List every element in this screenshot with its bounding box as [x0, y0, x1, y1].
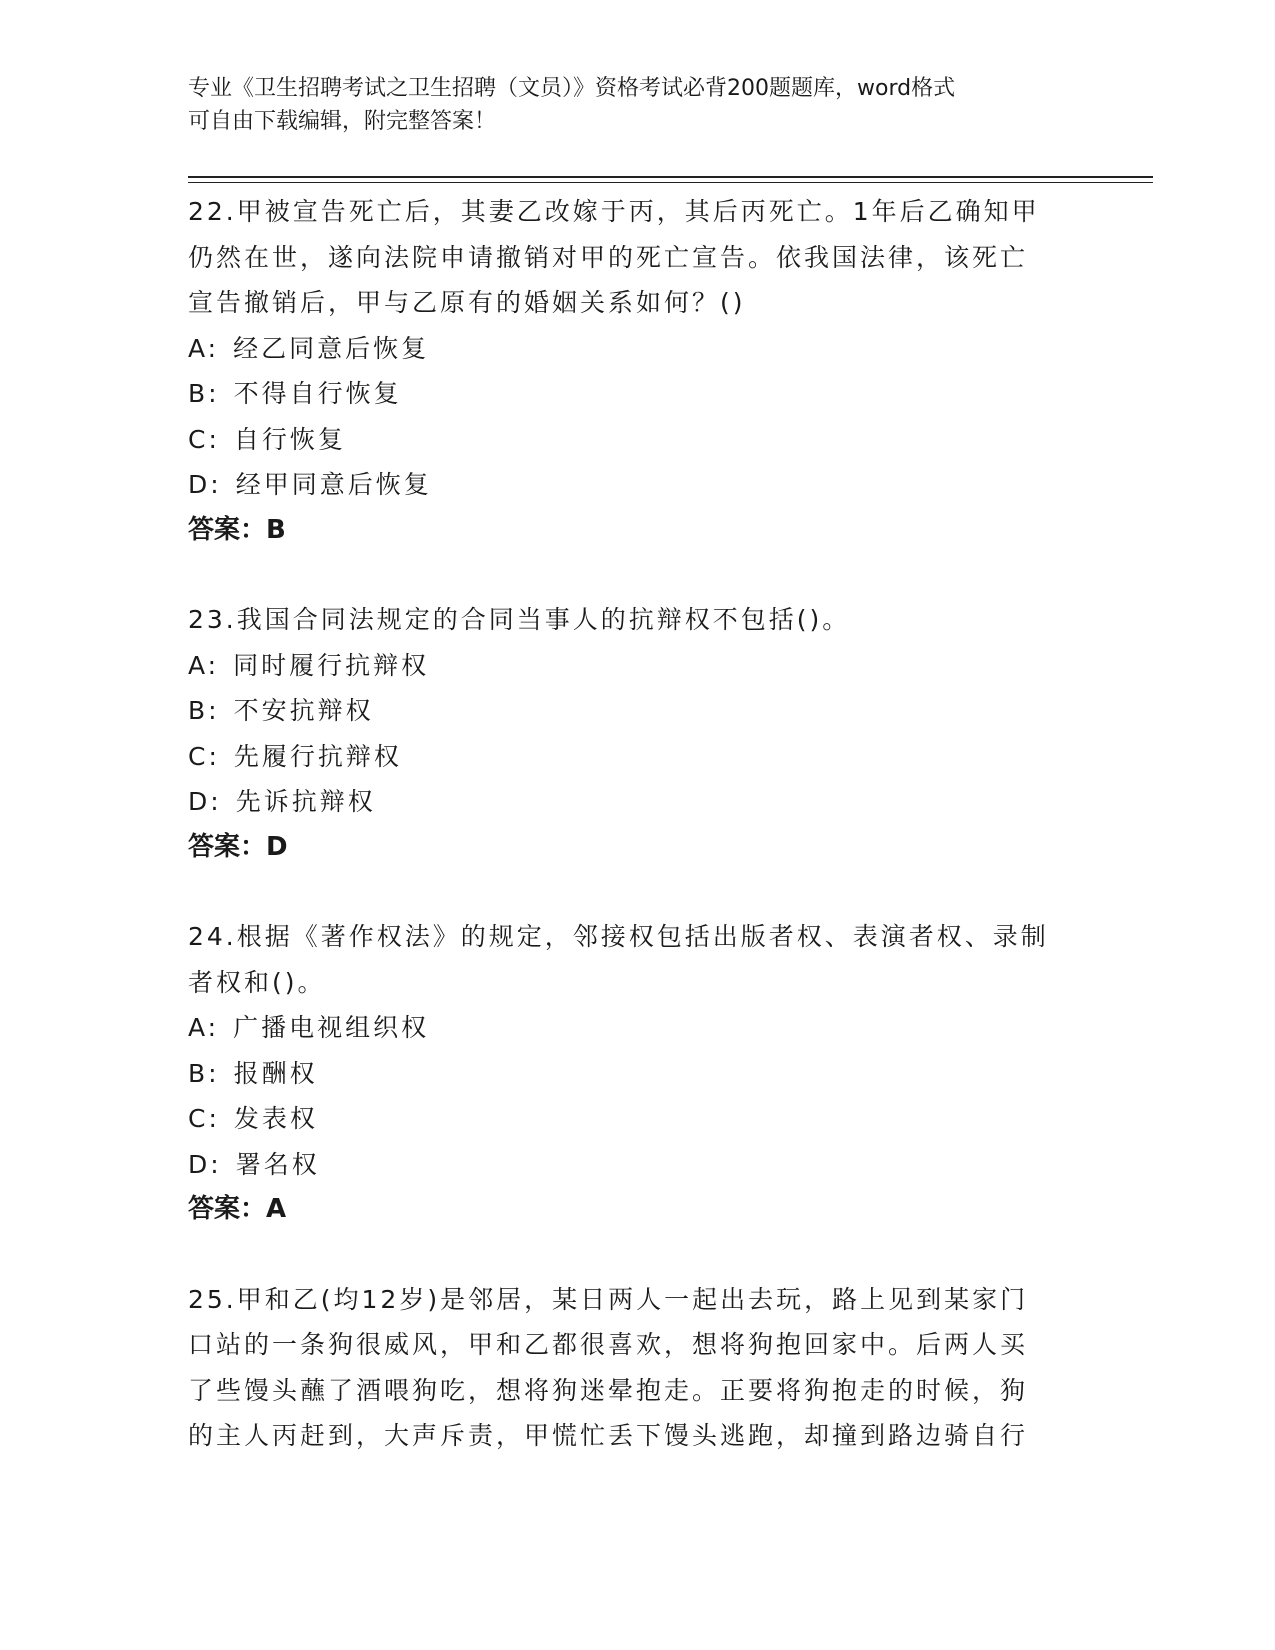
option-text: 经甲同意后恢复 [235, 470, 432, 499]
question-block [188, 189, 1088, 553]
question-text-line: 仍然在世，遂向法院申请撤销对甲的死亡宣告。依我国法律，该死亡 [188, 242, 1029, 272]
question-text-line: 24.根据《著作权法》的规定，邻接权包括出版者权、表演者权、录制 [188, 922, 1049, 951]
option-item [188, 371, 1088, 417]
header-line: 可自由下载编辑，附完整答案！ [188, 109, 497, 134]
answer-line: 答案：D [188, 831, 288, 862]
option-item [188, 326, 1088, 372]
option-label: B: [188, 379, 220, 408]
question-block [188, 914, 1088, 1233]
question-text-line: 者权和()。 [188, 967, 326, 997]
question-text-line: 了些馒头蘸了酒喂狗吃，想将狗迷晕抱走。正要将狗抱走的时候，狗 [188, 1375, 1029, 1405]
option-text: 不安抗辩权 [233, 696, 374, 725]
option-label: C: [188, 424, 220, 454]
option-text: 先履行抗辩权 [233, 741, 402, 771]
option-label: D: [188, 470, 222, 499]
option-item [188, 1051, 1088, 1097]
option-text: 自行恢复 [233, 424, 346, 454]
option-text: 经乙同意后恢复 [233, 333, 430, 363]
answer-line: 答案：B [188, 514, 286, 545]
question-text-line: 23.我国合同法规定的合同当事人的抗辩权不包括()。 [188, 605, 851, 634]
option-text: 先诉抗辩权 [235, 787, 376, 816]
question-text-line: 的主人丙赶到，大声斥责，甲慌忙丢下馒头逃跑，却撞到路边骑自行 [188, 1421, 1029, 1450]
option-item [188, 417, 1088, 463]
question-text-line: 22.甲被宣告死亡后，其妻乙改嫁于丙，其后丙死亡。1年后乙确知甲 [188, 197, 1040, 226]
option-label: A: [188, 333, 220, 363]
header-line: 专业《卫生招聘考试之卫生招聘（文员）》资格考试必背200题题库，word格式 [188, 76, 956, 101]
option-text: 广播电视组织权 [233, 1013, 430, 1042]
option-item [188, 643, 1088, 689]
option-item [188, 1096, 1088, 1142]
option-label: A: [188, 650, 220, 680]
question-list [188, 189, 1088, 1503]
option-label: C: [188, 741, 220, 771]
option-item [188, 1005, 1088, 1051]
option-text: 不得自行恢复 [233, 379, 402, 408]
question-block [188, 1277, 1088, 1459]
option-label: A: [188, 1013, 220, 1042]
question-text-line: 口站的一条狗很威风，甲和乙都很喜欢，想将狗抱回家中。后两人买 [188, 1330, 1029, 1359]
option-label: C: [188, 1104, 220, 1133]
option-label: D: [188, 1149, 222, 1179]
option-item [188, 688, 1088, 734]
header-divider [188, 176, 1153, 178]
question-text-line: 宣告撤销后，甲与乙原有的婚姻关系如何？() [188, 288, 746, 317]
option-text: 署名权 [235, 1149, 320, 1179]
answer-line: 答案：A [188, 1194, 287, 1224]
question-block [188, 597, 1088, 870]
option-item [188, 734, 1088, 780]
option-text: 报酬权 [233, 1058, 318, 1088]
option-label: B: [188, 696, 220, 725]
option-text: 同时履行抗辩权 [233, 650, 430, 680]
option-item [188, 779, 1088, 825]
option-item [188, 1142, 1088, 1188]
question-text-line: 25.甲和乙(均12岁)是邻居，某日两人一起出去玩，路上见到某家门 [188, 1284, 1029, 1314]
option-text: 发表权 [233, 1104, 318, 1133]
header-divider-thin [188, 182, 1153, 183]
document-header [188, 72, 1068, 138]
option-item [188, 462, 1088, 508]
option-label: D: [188, 787, 222, 816]
option-label: B: [188, 1058, 220, 1088]
